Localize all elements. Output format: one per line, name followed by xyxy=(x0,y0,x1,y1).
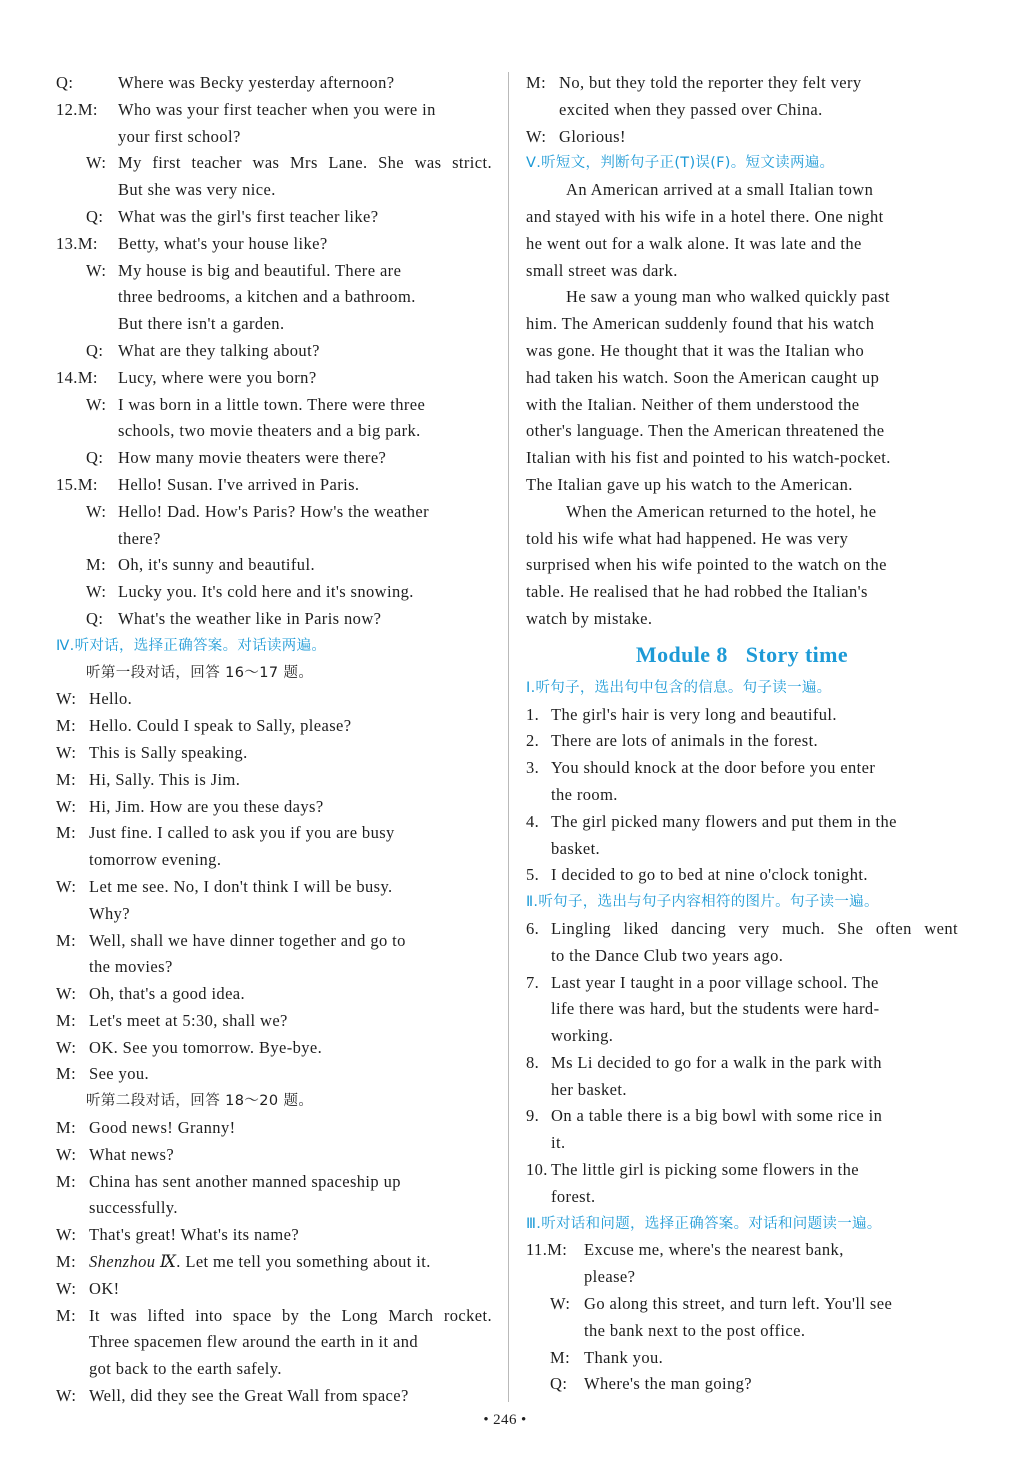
line-text: Lucky you. It's cold here and it's snowing. xyxy=(118,582,414,602)
text-line xyxy=(56,820,492,847)
text-line xyxy=(526,70,958,97)
line-text: watch by mistake. xyxy=(526,608,653,628)
line-label: Q: xyxy=(86,448,104,468)
text-line xyxy=(56,124,492,151)
text-line xyxy=(526,284,958,311)
text-line xyxy=(526,97,958,124)
text-line xyxy=(56,1035,492,1062)
line-text: This is Sally speaking. xyxy=(89,742,248,762)
line-text: her basket. xyxy=(551,1079,627,1099)
line-text: the bank next to the post office. xyxy=(584,1320,806,1340)
text-line xyxy=(526,231,958,258)
line-label: M: xyxy=(56,1064,77,1084)
section-heading xyxy=(526,1211,958,1238)
column-divider xyxy=(508,72,509,1402)
text-line xyxy=(56,338,492,365)
text-line xyxy=(56,901,492,928)
line-text: OK! xyxy=(89,1278,120,1298)
line-text: When the American returned to the hotel, he xyxy=(566,501,877,521)
line-text: Good news! Granny! xyxy=(89,1118,236,1138)
text-line xyxy=(56,606,492,633)
line-text: please? xyxy=(584,1267,636,1287)
line-label: 11.M: xyxy=(526,1240,568,1260)
line-text: The Italian gave up his watch to the American. xyxy=(526,474,853,494)
line-text: surprised when his wife pointed to the watch on the xyxy=(526,555,887,575)
text-line xyxy=(526,365,958,392)
text-line xyxy=(526,552,958,579)
section-heading-text: Ⅱ.听句子，选出与句子内容相符的图片。句子读一遍。 xyxy=(526,894,879,911)
line-text: successfully. xyxy=(89,1198,178,1218)
section-heading xyxy=(526,675,958,702)
line-text: Thank you. xyxy=(584,1347,664,1367)
text-line xyxy=(526,1130,958,1157)
text-line xyxy=(526,392,958,419)
spaceship-name: Shenzhou Ⅸ xyxy=(89,1252,177,1272)
text-line xyxy=(526,1291,958,1318)
line-label: 1. xyxy=(526,704,540,724)
text-line xyxy=(526,311,958,338)
line-text: Where's the man going? xyxy=(584,1374,753,1394)
text-line xyxy=(56,1115,492,1142)
text-line xyxy=(526,809,958,836)
line-text: Well, shall we have dinner together and go to xyxy=(89,930,406,950)
line-label: M: xyxy=(56,716,77,736)
text-line xyxy=(56,418,492,445)
line-text: There are lots of animals in the forest. xyxy=(551,731,819,751)
line-label: 4. xyxy=(526,811,540,831)
line-text: What news? xyxy=(89,1144,175,1164)
text-line xyxy=(526,1184,958,1211)
module-number: Module 8 xyxy=(635,641,728,667)
line-text: How many movie theaters were there? xyxy=(118,448,387,468)
text-line xyxy=(56,1222,492,1249)
text-line xyxy=(526,943,958,970)
text-line xyxy=(56,579,492,606)
line-text: excited when they passed over China. xyxy=(559,99,823,119)
line-label: Q: xyxy=(86,340,104,360)
line-label: Q: xyxy=(550,1374,568,1394)
left-column xyxy=(56,70,492,1410)
text-line xyxy=(56,284,492,311)
line-text: Hello. Could I speak to Sally, please? xyxy=(89,716,352,736)
text-line xyxy=(526,445,958,472)
text-line xyxy=(56,1195,492,1222)
line-text: An American arrived at a small Italian town xyxy=(566,180,874,200)
line-text: Glorious! xyxy=(559,126,626,146)
line-text: The girl's hair is very long and beautiful. xyxy=(551,704,837,724)
text-line xyxy=(526,258,958,285)
text-line xyxy=(56,445,492,472)
line-text: three bedrooms, a kitchen and a bathroom. xyxy=(118,287,416,307)
line-label: 8. xyxy=(526,1052,540,1072)
section-heading-text: Ⅰ.听句子，选出句中包含的信息。句子读一遍。 xyxy=(526,679,832,696)
text-line xyxy=(526,1318,958,1345)
text-line xyxy=(526,836,958,863)
text-line xyxy=(526,755,958,782)
text-line xyxy=(56,258,492,285)
line-text: 听第一段对话，回答 16～17 题。 xyxy=(86,664,314,681)
text-line xyxy=(56,1142,492,1169)
text-line xyxy=(56,365,492,392)
line-text: life there was hard, but the students were hard- xyxy=(551,999,880,1019)
line-text: other's language. Then the American threatened the xyxy=(526,421,885,441)
line-text: My house is big and beautiful. There are xyxy=(118,260,402,280)
line-text: But she was very nice. xyxy=(118,180,276,200)
text-line xyxy=(56,928,492,955)
line-text: Hello! Dad. How's Paris? How's the weather xyxy=(118,501,429,521)
line-label: 14.M: xyxy=(56,367,98,387)
line-text: Why? xyxy=(89,903,130,923)
line-label: M: xyxy=(56,823,77,843)
text-line xyxy=(526,606,958,633)
text-line xyxy=(56,526,492,553)
line-text: working. xyxy=(551,1026,614,1046)
line-text: Three spacemen flew around the earth in it and xyxy=(89,1332,419,1352)
text-line xyxy=(526,916,958,943)
text-line xyxy=(526,499,958,526)
text-line xyxy=(526,1103,958,1130)
line-label: 2. xyxy=(526,731,540,751)
text-line xyxy=(56,472,492,499)
line-label: M: xyxy=(56,1118,77,1138)
line-label: 9. xyxy=(526,1106,540,1126)
text-line xyxy=(56,794,492,821)
line-label: W: xyxy=(56,1037,77,1057)
line-text: with the Italian. Neither of them understood the xyxy=(526,394,860,414)
line-label: W: xyxy=(56,1144,77,1164)
text-line xyxy=(56,177,492,204)
line-text: My first teacher was Mrs Lane. She was strict. xyxy=(118,153,492,173)
line-text: and stayed with his wife in a hotel there. One night xyxy=(526,206,884,226)
text-line xyxy=(526,1345,958,1372)
line-label: W: xyxy=(86,582,107,602)
line-text: But there isn't a garden. xyxy=(118,314,285,334)
text-line xyxy=(526,1264,958,1291)
line-text: I was born in a little town. There were three xyxy=(118,394,426,414)
text-line xyxy=(526,1050,958,1077)
text-line xyxy=(526,526,958,553)
line-label: W: xyxy=(56,984,77,1004)
section-heading-text: Ⅴ.听短文，判断句子正(T)误(F)。短文读两遍。 xyxy=(526,155,835,172)
text-line xyxy=(56,311,492,338)
text-line xyxy=(56,1088,492,1115)
text-line xyxy=(56,1356,492,1383)
text-line xyxy=(56,740,492,767)
line-label: W: xyxy=(56,1278,77,1298)
line-text: What are they talking about? xyxy=(118,340,320,360)
line-text: had taken his watch. Soon the American caught up xyxy=(526,367,880,387)
text-line xyxy=(56,981,492,1008)
line-label: W: xyxy=(86,501,107,521)
line-text: The girl picked many flowers and put them in the xyxy=(551,811,897,831)
line-text: Where was Becky yesterday afternoon? xyxy=(118,73,395,92)
line-text: That's great! What's its name? xyxy=(89,1225,300,1245)
line-text: Hi, Sally. This is Jim. xyxy=(89,769,241,789)
text-line xyxy=(526,418,958,445)
module-title: Story time xyxy=(745,641,849,667)
line-label: M: xyxy=(526,73,547,92)
line-label: M: xyxy=(56,1305,77,1325)
text-line xyxy=(526,728,958,755)
text-line xyxy=(56,1061,492,1088)
line-text: 听第二段对话，回答 18～20 题。 xyxy=(86,1093,314,1110)
line-label: Q: xyxy=(86,608,104,628)
text-line xyxy=(56,1383,492,1410)
line-text: See you. xyxy=(89,1064,150,1084)
line-text: tomorrow evening. xyxy=(89,850,222,870)
line-text: You should knock at the door before you enter xyxy=(551,758,876,778)
text-line xyxy=(56,1303,492,1330)
line-text: Italian with his fist and pointed to his watch-pocket. xyxy=(526,448,891,468)
module-heading xyxy=(526,637,958,673)
line-text: It was lifted into space by the Long March rocket. xyxy=(89,1305,492,1325)
section-heading xyxy=(526,889,958,916)
line-text: it. xyxy=(551,1133,566,1153)
line-label: W: xyxy=(56,689,77,709)
text-line xyxy=(526,702,958,729)
line-text: your first school? xyxy=(118,126,241,146)
text-line xyxy=(526,338,958,365)
line-text: Lingling liked dancing very much. She often went xyxy=(551,918,958,938)
line-text: China has sent another manned spaceship up xyxy=(89,1171,401,1191)
text-line xyxy=(56,660,492,687)
line-text: there? xyxy=(118,528,161,548)
line-text: Just fine. I called to ask you if you are busy xyxy=(89,823,395,843)
text-line xyxy=(56,767,492,794)
text-line xyxy=(526,177,958,204)
line-label: W: xyxy=(56,796,77,816)
line-label: W: xyxy=(86,260,107,280)
page-number: • 246 • xyxy=(483,1412,527,1428)
text-line xyxy=(56,1169,492,1196)
line-text: No, but they told the reporter they felt very xyxy=(559,73,862,92)
line-label: W: xyxy=(56,742,77,762)
text-line xyxy=(526,1157,958,1184)
section-heading-text: Ⅳ.听对话，选择正确答案。对话读两遍。 xyxy=(56,637,327,654)
line-text: Hi, Jim. How are you these days? xyxy=(89,796,324,816)
line-text: Oh, it's sunny and beautiful. xyxy=(118,555,315,575)
line-label: Q: xyxy=(86,206,104,226)
line-text: to the Dance Club two years ago. xyxy=(551,945,784,965)
right-column xyxy=(526,70,958,1398)
line-text: What was the girl's first teacher like? xyxy=(118,206,379,226)
line-label: W: xyxy=(526,126,547,146)
line-label: 10. xyxy=(526,1160,548,1180)
line-label: 13.M: xyxy=(56,233,98,253)
line-text: He saw a young man who walked quickly past xyxy=(566,287,890,307)
line-text: Last year I taught in a poor village school. The xyxy=(551,972,879,992)
line-text: him. The American suddenly found that his watch xyxy=(526,314,875,334)
line-text: Hello! Susan. I've arrived in Paris. xyxy=(118,474,360,494)
line-text: was gone. He thought that it was the Italian who xyxy=(526,340,865,360)
section-heading-text: Ⅲ.听对话和问题，选择正确答案。对话和问题读一遍。 xyxy=(526,1215,882,1232)
text-line xyxy=(56,1276,492,1303)
line-text: schools, two movie theaters and a big park. xyxy=(118,421,421,441)
text-line xyxy=(56,499,492,526)
line-label: 5. xyxy=(526,865,540,885)
line-text: The little girl is picking some flowers in the xyxy=(551,1160,860,1180)
text-line xyxy=(526,996,958,1023)
text-line xyxy=(56,954,492,981)
text-line xyxy=(56,1249,492,1276)
line-label: 3. xyxy=(526,758,540,778)
text-line xyxy=(56,231,492,258)
text-line xyxy=(56,847,492,874)
line-text: he went out for a walk alone. It was late and the xyxy=(526,233,862,253)
text-line xyxy=(526,124,958,151)
text-line xyxy=(56,150,492,177)
text-line xyxy=(56,874,492,901)
text-line xyxy=(56,70,492,97)
line-text-rest: . Let me tell you something about it. xyxy=(176,1252,431,1272)
line-label: W: xyxy=(86,394,107,414)
line-text: Oh, that's a good idea. xyxy=(89,984,246,1004)
text-line xyxy=(526,1237,958,1264)
line-text: I decided to go to bed at nine o'clock tonight. xyxy=(551,865,868,885)
text-line xyxy=(56,204,492,231)
line-text: the room. xyxy=(551,784,618,804)
line-label: Q: xyxy=(56,73,74,92)
line-label: 12.M: xyxy=(56,99,98,119)
line-text: Excuse me, where's the nearest bank, xyxy=(584,1240,844,1260)
section-heading xyxy=(56,633,492,660)
text-line xyxy=(526,1023,958,1050)
line-label: M: xyxy=(86,555,107,575)
line-text xyxy=(89,1249,431,1276)
line-label: W: xyxy=(56,876,77,896)
line-label: M: xyxy=(56,1252,77,1272)
text-line xyxy=(56,686,492,713)
text-line xyxy=(526,579,958,606)
text-line xyxy=(526,204,958,231)
section-heading xyxy=(526,150,958,177)
text-line xyxy=(526,472,958,499)
line-label: 7. xyxy=(526,972,540,992)
line-text: Go along this street, and turn left. You'll see xyxy=(584,1294,893,1314)
line-text: Who was your first teacher when you were in xyxy=(118,99,436,119)
line-text: What's the weather like in Paris now? xyxy=(118,608,382,628)
line-label: M: xyxy=(56,930,77,950)
text-line xyxy=(56,1329,492,1356)
line-text: small street was dark. xyxy=(526,260,678,280)
line-text: Let me see. No, I don't think I will be busy. xyxy=(89,876,393,896)
text-line xyxy=(56,552,492,579)
text-line xyxy=(526,1371,958,1398)
text-line xyxy=(56,713,492,740)
line-text: Well, did they see the Great Wall from space? xyxy=(89,1386,409,1406)
line-text: the movies? xyxy=(89,957,173,977)
line-text: Lucy, where were you born? xyxy=(118,367,317,387)
line-label: W: xyxy=(86,153,107,173)
line-label: W: xyxy=(56,1225,77,1245)
text-line xyxy=(526,1077,958,1104)
text-line xyxy=(526,862,958,889)
line-label: M: xyxy=(56,769,77,789)
line-text: told his wife what had happened. He was very xyxy=(526,528,849,548)
line-label: 15.M: xyxy=(56,474,98,494)
line-text: Let's meet at 5:30, shall we? xyxy=(89,1010,288,1030)
text-line xyxy=(526,970,958,997)
line-label: M: xyxy=(550,1347,571,1367)
text-line xyxy=(56,1008,492,1035)
line-label: M: xyxy=(56,1010,77,1030)
line-text: On a table there is a big bowl with some rice in xyxy=(551,1106,883,1126)
line-label: W: xyxy=(550,1294,571,1314)
line-text: forest. xyxy=(551,1186,596,1206)
line-text: Ms Li decided to go for a walk in the park with xyxy=(551,1052,882,1072)
line-text: OK. See you tomorrow. Bye-bye. xyxy=(89,1037,323,1057)
text-line xyxy=(526,782,958,809)
line-label: 6. xyxy=(526,918,540,938)
text-line xyxy=(56,392,492,419)
line-text: Betty, what's your house like? xyxy=(118,233,328,253)
line-text: Hello. xyxy=(89,689,133,709)
line-label: M: xyxy=(56,1171,77,1191)
line-text: table. He realised that he had robbed the Italian's xyxy=(526,582,868,602)
line-label: W: xyxy=(56,1386,77,1406)
text-line xyxy=(56,97,492,124)
line-text: got back to the earth safely. xyxy=(89,1359,282,1379)
line-text: basket. xyxy=(551,838,601,858)
